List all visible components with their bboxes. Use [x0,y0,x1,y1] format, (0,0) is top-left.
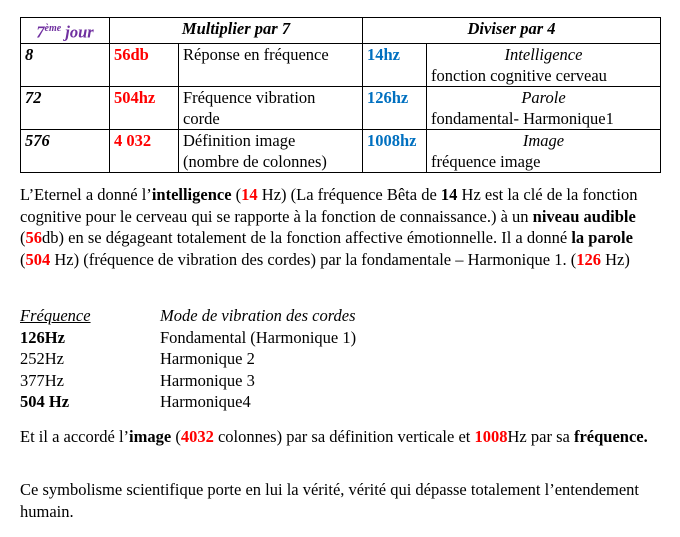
cell-multiplied: 4 032 [110,129,179,172]
harmonics-header: Fréquence Mode de vibration des cordes [20,306,356,325]
cell-desc: Définition image (nombre de colonnes) [179,129,363,172]
table-header-row [21,18,661,44]
cell-meaning: Image fréquence image [427,129,661,172]
cell-desc: Fréquence vibration corde [179,86,363,129]
list-item: 377Hz Harmonique 3 [20,370,255,390]
cell-divided: 1008hz [363,129,427,172]
day-header: 7ème jour [21,18,110,44]
table-row [21,43,661,86]
list-item: 126Hz Fondamental (Harmonique 1) [20,327,357,347]
multiply-header: Multiplier par 7 [110,18,363,44]
cell-divided: 126hz [363,86,427,129]
cell-day: 72 [21,86,110,129]
cell-divided: 14hz [363,43,427,86]
table-row [21,86,661,129]
cell-multiplied: 504hz [110,86,179,129]
harmonics-list [20,305,356,413]
cell-desc: Réponse en fréquence [179,43,363,86]
divide-header: Diviser par 4 [363,18,661,44]
cell-meaning: Intelligence fonction cognitive cerveau [427,43,661,86]
list-item: 252Hz Harmonique 2 [20,349,255,368]
paragraph-intelligence: L’Eternel a donné l’intelligence (14 Hz) (La fréquence Bêta de 14 Hz est la clé de la fonction cognitive pour le cerveau qui se rapporte à la fonction de connaissance.) à un niveau audible (56db) en se dégageant totalement de la fonction affective émotionnelle. Il a donné la parole (504 Hz) (fréquence de vibration des cordes) par la fondamentale – Harmonique 1. (126 Hz) [20,185,638,269]
frequency-table [20,17,661,173]
list-item: 504 Hz Harmonique4 [20,392,251,411]
paragraph-image: Et il a accordé l’image (4032 colonnes) par sa définition verticale et 1008Hz par sa fréquence. [20,427,648,446]
paragraph-conclusion: Ce symbolisme scientifique porte en lui la vérité, vérité qui dépasse totalement l’entendement humain. [20,480,640,521]
cell-meaning: Parole fondamental- Harmonique1 [427,86,661,129]
table-row [21,129,661,172]
cell-multiplied: 56db [110,43,179,86]
cell-day: 576 [21,129,110,172]
cell-day: 8 [21,43,110,86]
